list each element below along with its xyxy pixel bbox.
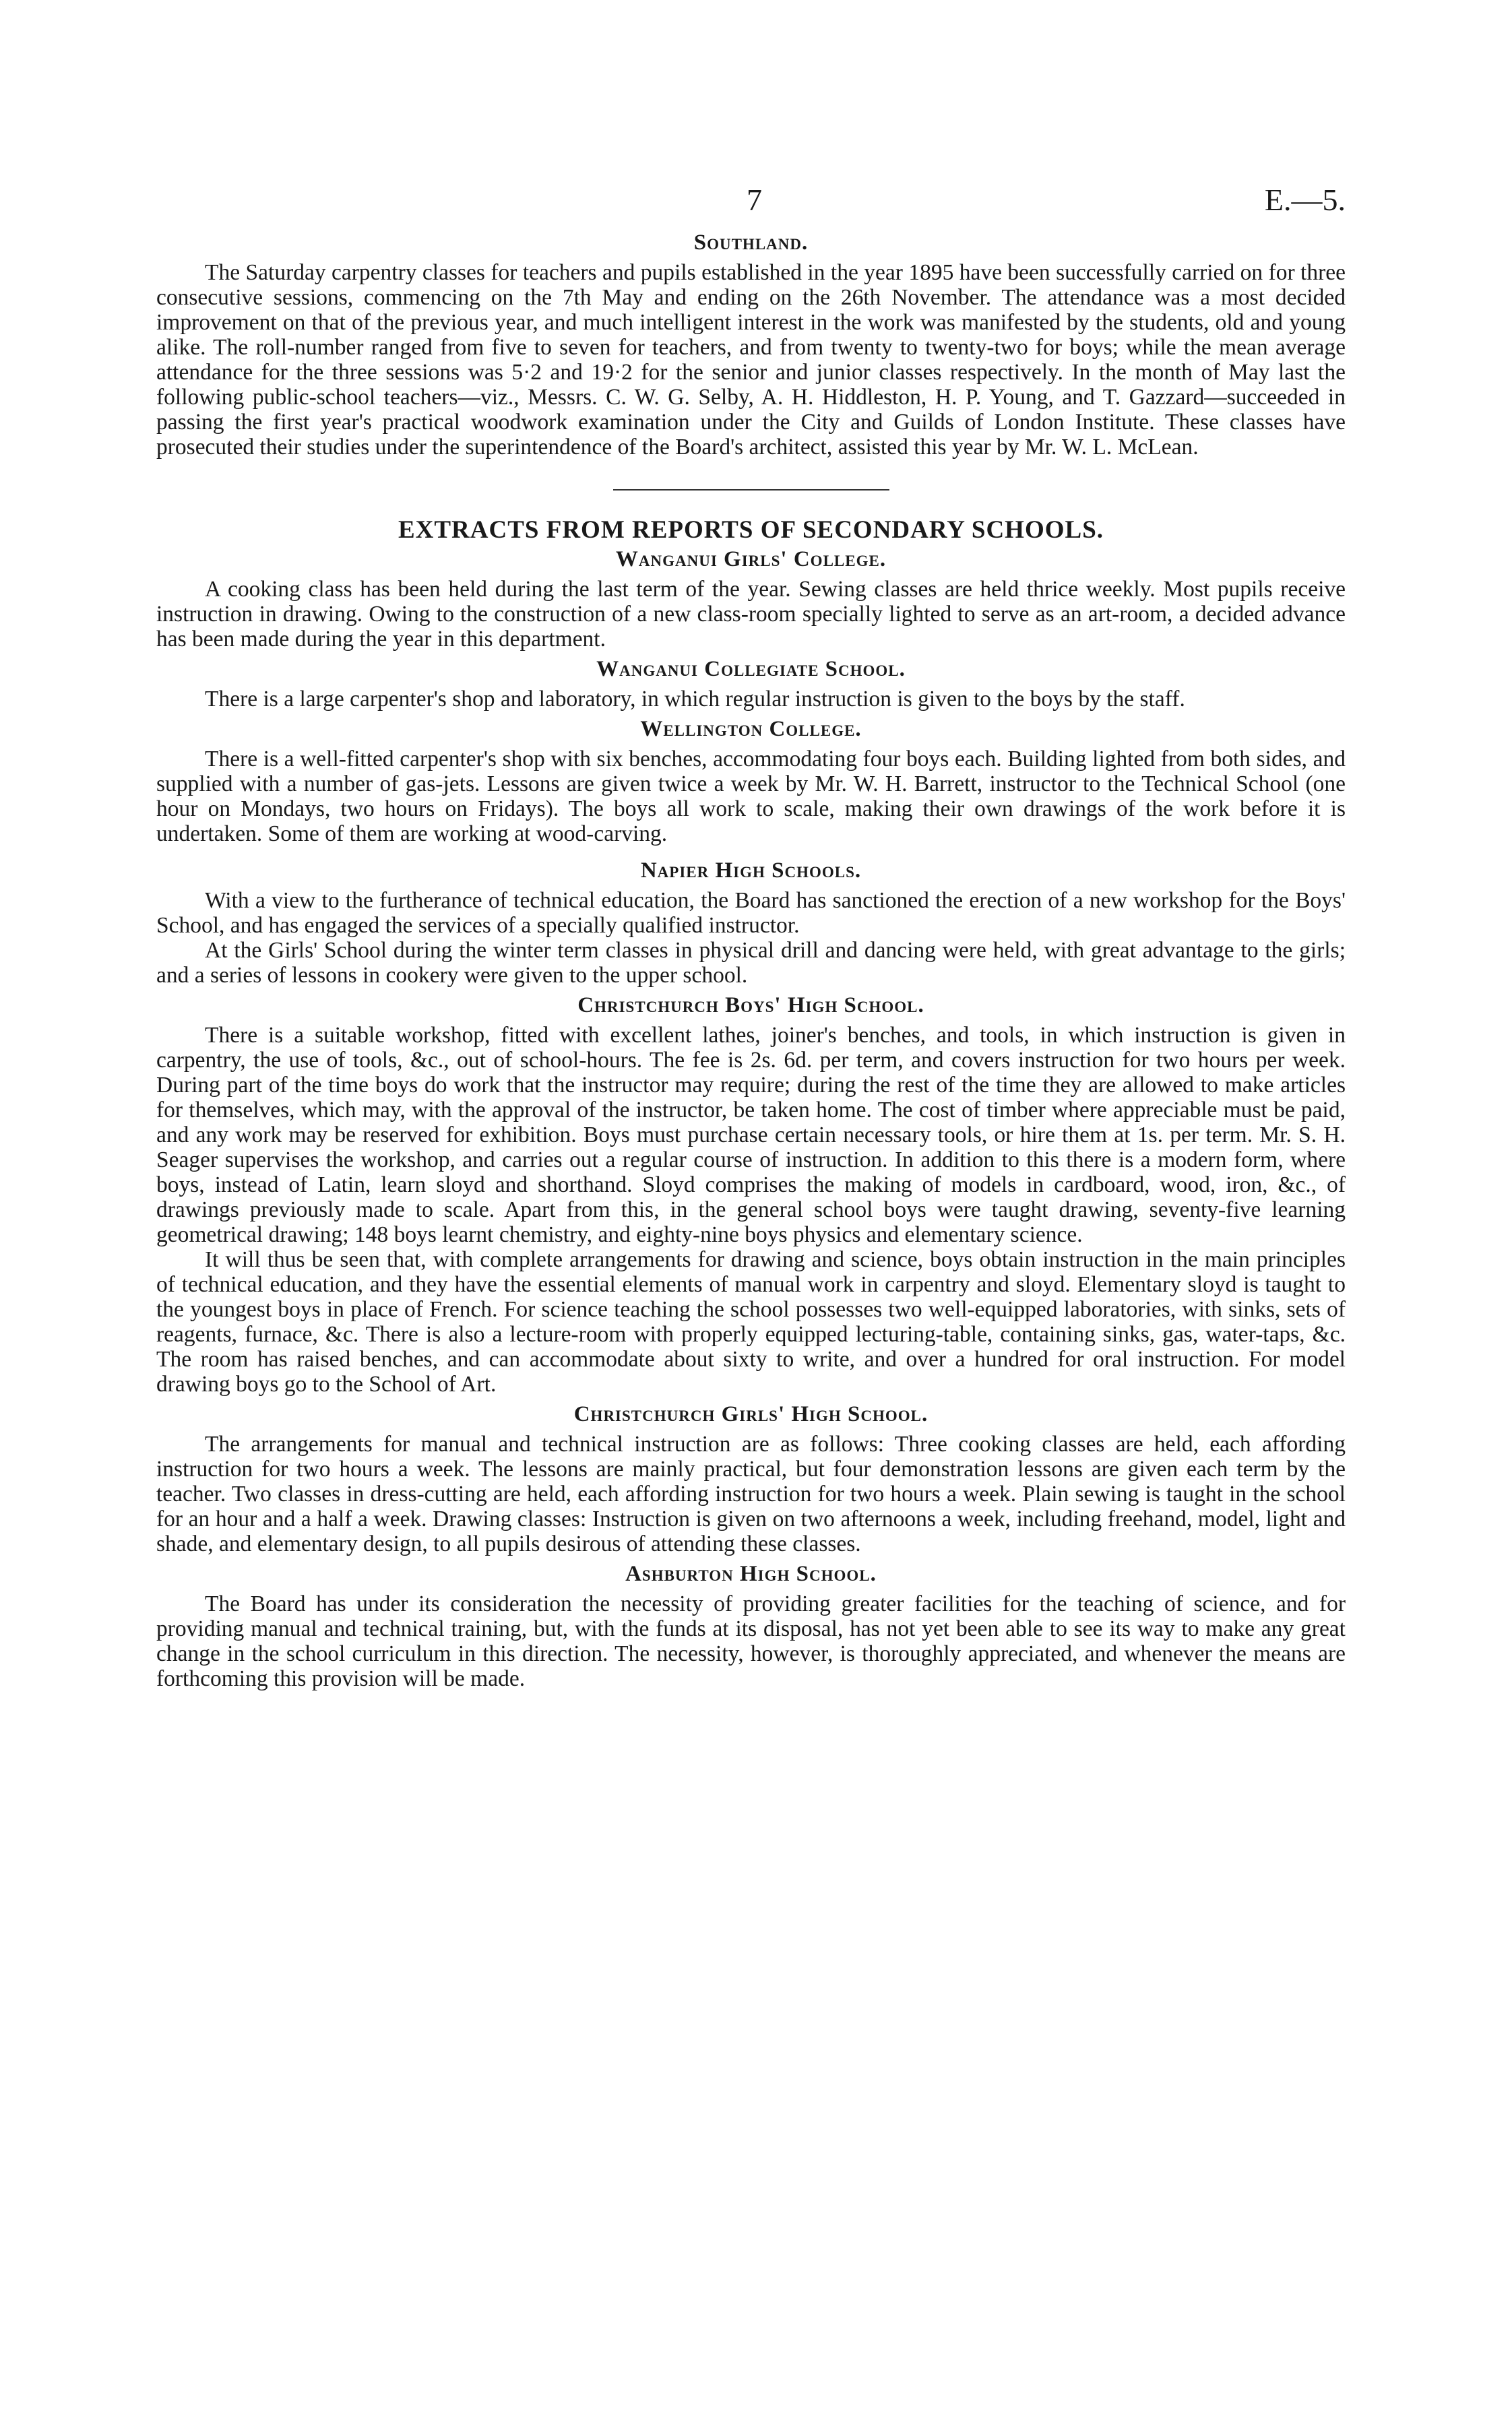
section-christchurch-girls-high-school — [156, 1401, 1346, 1556]
paragraph: There is a large carpenter's shop and laboratory, in which regular instruction is given to the boys by the staff. — [205, 687, 1185, 711]
section-wanganui-collegiate-school — [156, 656, 1346, 711]
section-heading: Christchurch Boys' High School. — [577, 993, 924, 1017]
section-heading: Napier High Schools. — [640, 858, 862, 883]
page-number: 7 — [747, 183, 762, 217]
paragraph: A cooking class has been held during the last term of the year. Sewing classes are held thrice weekly. Most pupils receive instruction in drawing. Owing to the construction of a new class-room specially lighted to serve as an art-room, a decided advance has been made during the year in this department. — [156, 577, 1346, 652]
paragraph: At the Girls' School during the winter term classes in physical drill and dancing were held, with great advantage to the girls; and a series of lessons in cookery were given to the upper school. — [156, 938, 1346, 988]
section-ashburton-high-school — [156, 1560, 1346, 1691]
document-page — [156, 182, 1346, 1691]
section-heading: Wellington College. — [640, 717, 862, 741]
running-head — [156, 182, 1346, 229]
paragraph: It will thus be seen that, with complete arrangements for drawing and science, boys obtain instruction in the main principles of technical education, and they have the essential elements of manual work in carpentry and sloyd. Elementary sloyd is taught to the youngest boys in place of French. For science teaching the school possesses two well-equipped laboratories, with sinks, sets of reagents, furnace, &c. There is also a lecture-room with properly equipped lecturing-table, containing sinks, gas, water-taps, &c. The room has raised benches, and can accommodate about sixty to write, and over a hundred for oral instruction. For model drawing boys go to the School of Art. — [156, 1247, 1346, 1397]
section-heading: Wanganui Girls' College. — [615, 547, 887, 571]
main-heading-extracts: EXTRACTS FROM REPORTS OF SECONDARY SCHOOLS. — [398, 516, 1104, 544]
document-code: E.—5. — [1264, 183, 1346, 217]
paragraph: The Saturday carpentry classes for teachers and pupils established in the year 1895 have been successfully carried on for three consecutive sessions, commencing on the 7th May and ending on the 26th November. The attendance was a most decided improvement on that of the previous year, and much intelligent interest in the work was manifested by the students, old and young alike. The roll-number ranged from five to seven for teachers, and from twenty to twenty-two for boys; while the mean average attendance for the three sessions was 5·2 and 19·2 for the senior and junior classes respectively. In the month of May last the following public-school teachers—viz., Messrs. C. W. G. Selby, A. H. Hiddleston, H. P. Young, and T. Gazzard—succeeded in passing the first year's practical woodwork examination under the City and Guilds of London Institute. These classes have prosecuted their studies under the superintendence of the Board's architect, assisted this year by Mr. W. L. McLean. — [156, 260, 1346, 460]
paragraph: There is a suitable workshop, fitted with excellent lathes, joiner's benches, and tools, in which instruction is given in carpentry, the use of tools, &c., out of school-hours. The fee is 2s. 6d. per term, and covers instruction for two hours per week. During part of the time boys do work that the instructor may require; during the rest of the time they are allowed to make articles for themselves, which may, with the approval of the instructor, be taken home. The cost of timber where appreciable must be paid, and any work may be reserved for exhibition. Boys must purchase certain necessary tools, or hire them at 1s. per term. Mr. S. H. Seager supervises the workshop, and carries out a regular course of instruction. In addition to this there is a modern form, where boys, instead of Latin, learn sloyd and shorthand. Sloyd comprises the making of models in cardboard, wood, iron, &c., of drawings previously made to scale. Apart from this, in the general school boys were taught drawing, seventy-five learning geometrical drawing; 148 boys learnt chemistry, and eighty-nine boys physics and elementary science. — [156, 1023, 1346, 1247]
section-heading-southland: Southland. — [693, 230, 809, 255]
section-wellington-college — [156, 716, 1346, 846]
paragraph: There is a well-fitted carpenter's shop with six benches, accommodating four boys each. Building lighted from both sides, and supplied with a number of gas-jets. Lessons are given twice a week by Mr. W. H. Barrett, instructor to the Technical School (one hour on Mondays, two hours on Fridays). The boys all work to scale, making their own drawings of the work before it is undertaken. Some of them are working at wood-carving. — [156, 747, 1346, 846]
section-heading: Ashburton High School. — [625, 1562, 877, 1586]
paragraph: With a view to the furtherance of technical education, the Board has sanctioned the erection of a new workshop for the Boys' School, and has engaged the services of a specially qualified instructor. — [156, 888, 1346, 938]
section-wanganui-girls-college — [156, 546, 1346, 652]
section-southland — [156, 229, 1346, 460]
section-napier-high-schools — [156, 857, 1346, 988]
section-heading: Wanganui Collegiate School. — [596, 657, 906, 681]
section-heading: Christchurch Girls' High School. — [573, 1402, 928, 1426]
section-christchurch-boys-high-school — [156, 992, 1346, 1397]
section-divider — [613, 489, 889, 491]
paragraph: The arrangements for manual and technical instruction are as follows: Three cooking classes are held, each affording instruction for two hours a week. The lessons are mainly practical, but four demonstration lessons are given each term by the teacher. Two classes in dress-cutting are held, each affording instruction for two hours a week. Plain sewing is taught in the school for an hour and a half a week. Drawing classes: Instruction is given on two afternoons a week, including freehand, model, light and shade, and elementary design, to all pupils desirous of attending these classes. — [156, 1432, 1346, 1556]
paragraph: The Board has under its consideration the necessity of providing greater facilities for the teaching of science, and for providing manual and technical training, but, with the funds at its disposal, has not yet been able to see its way to make any great change in the school curriculum in this direction. The necessity, however, is thoroughly appreciated, and whenever the means are forthcoming this provision will be made. — [156, 1591, 1346, 1691]
